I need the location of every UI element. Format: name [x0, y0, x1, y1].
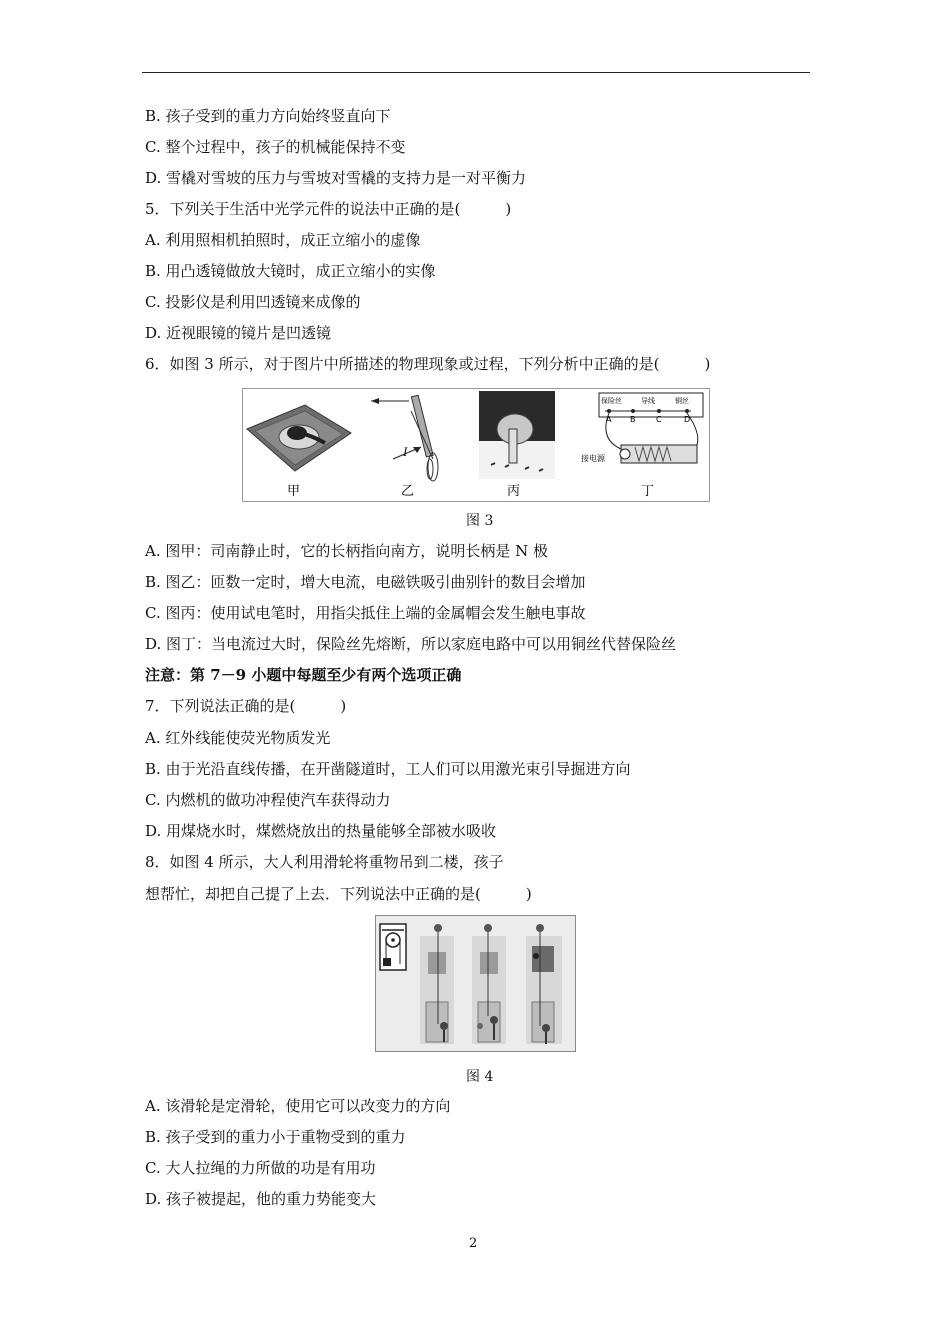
panel-label-ding: 丁: [641, 484, 655, 499]
q8-stem-line1: 8．如图 4 所示，大人利用滑轮将重物吊到二楼，孩子: [145, 853, 504, 871]
figure-4-drawing: [376, 916, 575, 1051]
note: 注意：第 7－9 小题中每题至少有两个选项正确: [145, 666, 462, 684]
q8-stem-line2: 想帮忙，却把自己提了上去．下列说法中正确的是( ): [145, 885, 532, 903]
panel-label-jia: 甲: [287, 484, 301, 499]
terminal-d: D: [684, 415, 691, 424]
q7-option-d: D. 用煤烧水时，煤燃烧放出的热量能够全部被水吸收: [145, 822, 497, 840]
header-rule: [142, 72, 810, 73]
pulley-inset: [380, 924, 406, 970]
q7-option-c: C. 内燃机的做功冲程使汽车获得动力: [145, 791, 391, 809]
q8-option-b: B. 孩子受到的重力小于重物受到的重力: [145, 1128, 406, 1146]
q5-option-b: B. 用凸透镜做放大镜时，成正立缩小的实像: [145, 262, 436, 280]
terminal-c: C: [656, 415, 662, 424]
q7-option-a: A. 红外线能使荧光物质发光: [145, 729, 331, 747]
current-label: I: [403, 444, 408, 459]
scene-1: [420, 924, 454, 1044]
q5-option-a: A. 利用照相机拍照时，成正立缩小的虚像: [145, 231, 421, 249]
q5-option-d: D. 近视眼镜的镜片是凹透镜: [145, 324, 332, 342]
q5-stem: 5．下列关于生活中光学元件的说法中正确的是( ): [145, 200, 512, 218]
q7-option-b: B. 由于光沿直线传播，在开凿隧道时，工人们可以用激光束引导掘进方向: [145, 760, 631, 778]
fuse-panel: [581, 393, 703, 463]
figure-3-caption: 图 3: [466, 513, 494, 529]
figure-3-drawing: [243, 389, 709, 501]
q6-option-b: B. 图乙：匝数一定时，增大电流，电磁铁吸引曲别针的数目会增加: [145, 573, 586, 591]
power-label: 接电源: [581, 454, 605, 463]
figure-3: [242, 388, 710, 502]
sinan-compass-panel: [247, 405, 351, 471]
test-pen-panel: [479, 391, 555, 479]
scene-2: [472, 924, 506, 1044]
q6-option-a: A. 图甲：司南静止时，它的长柄指向南方，说明长柄是 N 极: [145, 542, 549, 560]
copper-label: 铜丝: [675, 397, 689, 405]
fuse-label: 保险丝: [601, 397, 622, 405]
q4-option-c: C. 整个过程中，孩子的机械能保持不变: [145, 138, 406, 156]
q6-option-d: D. 图丁：当电流过大时，保险丝先熔断，所以家庭电路中可以用铜丝代替保险丝: [145, 635, 677, 653]
q7-stem: 7．下列说法正确的是( ): [145, 697, 347, 715]
wire-label: 导线: [641, 397, 655, 405]
q5-option-c: C. 投影仪是利用凹透镜来成像的: [145, 293, 361, 311]
q6-option-c: C. 图丙：使用试电笔时，用指尖抵住上端的金属帽会发生触电事故: [145, 604, 586, 622]
figure-4: [375, 915, 576, 1052]
q8-option-c: C. 大人拉绳的力所做的功是有用功: [145, 1159, 376, 1177]
panel-label-bing: 丙: [507, 484, 521, 499]
figure-4-caption: 图 4: [466, 1069, 494, 1085]
panel-label-yi: 乙: [401, 484, 415, 499]
electromagnet-panel: [371, 395, 438, 481]
q8-option-d: D. 孩子被提起，他的重力势能变大: [145, 1190, 377, 1208]
q8-option-a: A. 该滑轮是定滑轮，使用它可以改变力的方向: [145, 1097, 451, 1115]
scene-3: [526, 924, 562, 1044]
page-number: 2: [469, 1236, 478, 1251]
q4-option-b: B. 孩子受到的重力方向始终竖直向下: [145, 107, 391, 125]
q4-option-d: D. 雪橇对雪坡的压力与雪坡对雪橇的支持力是一对平衡力: [145, 169, 527, 187]
q6-stem: 6．如图 3 所示，对于图片中所描述的物理现象或过程，下列分析中正确的是( ): [145, 355, 711, 373]
terminal-b: B: [630, 415, 636, 424]
terminal-a: A: [606, 415, 612, 424]
